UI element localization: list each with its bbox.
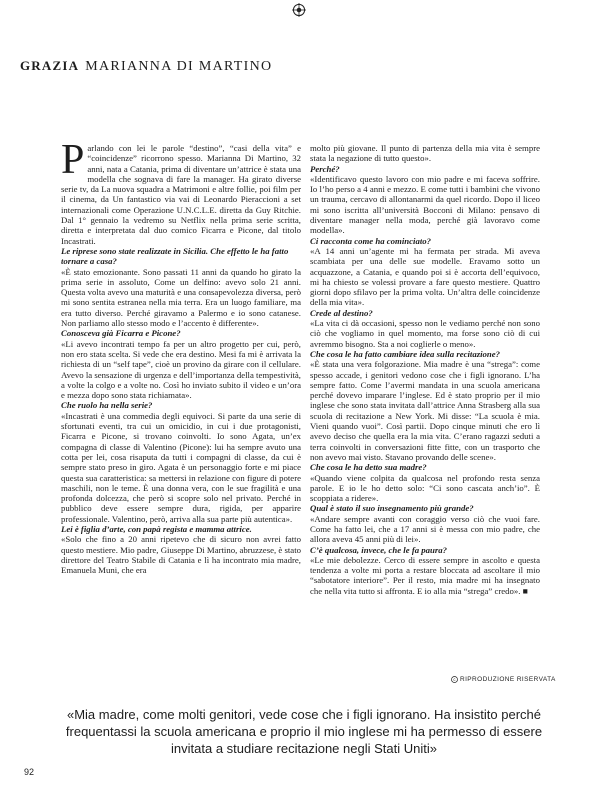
interview-question: Che cosa le ha fatto cambiare idea sulla recitazione? [310, 348, 501, 359]
credit-text: RIPRODUZIONE RISERVATA [460, 676, 556, 683]
body-paragraph: «La vita ci dà occasioni, spesso non le vediamo perché non sono ciò che vogliamo in quel momento, ma forse sono ciò di cui avremmo bisogno. Sta a noi coglierle o meno». [310, 318, 540, 349]
interview-question: Lei è figlia d’arte, con papà regista e mamma attrice. [61, 523, 252, 534]
article-column-right [310, 143, 540, 596]
interview-question: Ci racconta come ha cominciato? [310, 235, 432, 246]
article-header [20, 58, 272, 75]
drop-cap: P [61, 137, 85, 183]
interview-question: Che ruolo ha nella serie? [61, 400, 153, 411]
interview-question: Qual è stato il suo insegnamento più grande? [310, 503, 474, 514]
interview-question: Le riprese sono state realizzate in Sicilia. Che effetto le ha fatto tornare a casa? [61, 245, 289, 267]
interview-question: Che cosa le ha detto sua madre? [310, 462, 427, 473]
body-paragraph: «Li avevo incontrati tempo fa per un altro progetto per cui, però, non ero stata scelta. Si vede che era destino. Mesi fa mi è arrivata la richiesta di un “self tape”, cioè un provino da girare con il cellulare. Avevo la sensazione di urgenza e dell’importanza della tempestività, a volte la colgo e a volte no. Così ho inviato subito il video e un’ora e mezza dopo sono stata richiamata». [61, 338, 301, 401]
body-paragraph: «È stato emozionante. Sono passati 11 anni da quando ho girato la prima serie in assoluto, Come un delfino: avevo solo 21 anni. Questa volta avevo una maturità e una consapevolezza diversa, però mi sono sentita estranea nella mia terra. Era un luogo familiare, ma era tutto diverso. Perché giravamo a Palermo e io sono catanese. Non parliamo allo stesso modo e l’accento è differente». [61, 266, 301, 329]
article-subject: MARIANNA DI MARTINO [85, 59, 273, 74]
body-paragraph: «Le mie debolezze. Cerco di essere sempre in ascolto e questa tendenza a volte mi porta a restare bloccata ad ascoltare il mio “sabotatore interiore”. Per il resto, mia madre mi ha insegnato che nella vita tutto si affronta. E io alla mia “strega” credo». ■ [310, 554, 540, 596]
body-paragraph: «È stata una vera folgorazione. Mia madre è una “strega”: come spesso accade, i genitori vedono cose che i figli ignorano. L’ha sempre fatto. Come l’avermi mandata in una scuola americana perché dovevo imparare l’inglese. Ed è stato proprio per il mio inglese che sono stata invitata dall’attrice Anna Strasberg alla sua scuola di recitazione a New York. Mi disse: “La scuola è mia. Vieni quando vuoi”. Così partii. Dopo cinque minuti che ero lì avevo deciso che quella era la mia vita. C’erano ragazzi seduti a terra coinvolti in conversazioni fitte fitte, con un trasporto che non avevo mai visto. Stavano provando delle scene». [310, 359, 540, 462]
interview-question: Conosceva già Ficarra e Picone? [61, 328, 181, 339]
interview-question: C’è qualcosa, invece, che le fa paura? [310, 544, 448, 555]
body-paragraph: «Andare sempre avanti con coraggio verso ciò che vuoi fare. Come ha fatto lei, che a 17 anni si è messa con mio padre, che allora aveva 45 anni più di lei». [310, 513, 540, 545]
body-paragraph: «Identificavo questo lavoro con mio padre e mi faceva soffrire. Io l’ho perso a 4 anni e mezzo. E come tutti i bambini che vivono un trauma, cercavo di allontanarmi da quel ricordo. Dopo il liceo mi sono iscritta all’università Bocconi di Milano: pensavo di diventare manager nella moda, perché già lavoravo come modella». [310, 173, 540, 236]
page-number: 92 [24, 767, 35, 777]
registration-mark-icon [292, 3, 306, 17]
article-column-left [61, 137, 301, 576]
magazine-brand: GRAZIA [20, 58, 80, 73]
body-paragraph: «A 14 anni un’agente mi ha fermata per strada. Mi aveva scambiata per una delle sue modelle. Eravamo sotto un acquazzone, a Catania, e quando poi si è accorta dell’equivoco, mi ha chiesto se volessi provare a fare questo mestiere. Quattro giorni dopo sfilavo per la prima volta. Un’altra delle coincidenze della mia vita». [310, 245, 540, 308]
body-paragraph: «Incastrati è una commedia degli equivoci. Si parte da una serie di sfortunati eventi, tra cui un omicidio, in cui i due protagonisti, Ficarra e Picone, si trovano coinvolti. Io sono Agata, un’ex compagna di classe di Valentino (Picone): lui ha sempre avuto una cotta per lei, cosa risaputa da tutti i compagni di classe, da cui è sempre stato preso in giro. Agata è un personaggio forte e mi piace questa sua caratteristica: sa mettersi in relazione con figure di potere maschili, non le teme. È una donna vera, con le sue fragilità e una profonda dolcezza, che però si scopre solo nel privato. Perché in pubblico deve essere sempre dura, rigida, per apparire professionale. Valentino, però, arriva alla sua parte più autentica». [61, 410, 301, 524]
interview-question: Perché? [310, 163, 340, 174]
copyright-credit [451, 676, 556, 683]
copyright-icon [451, 676, 458, 683]
body-paragraph: «Solo che fino a 20 anni ripetevo che di sicuro non avrei fatto questo mestiere. Mio padre, Giuseppe Di Martino, abruzzese, è stato direttore del Teatro Stabile di Catania e lì ha incontrato mia madre, Emanuela Muni, che era [61, 534, 301, 576]
body-paragraph: «Quando viene colpita da qualcosa nel profondo resta senza parole. E io le ho detto solo: “Ci sono cascata anch’io”. È scoppiata a ridere». [310, 472, 540, 504]
interview-question: Crede al destino? [310, 307, 373, 318]
body-paragraph: molto più giovane. Il punto di partenza della mia vita è sempre stata la negazione di tutto questo». [310, 143, 540, 164]
body-paragraph: Parlando con lei le parole “destino”, “casi della vita” e “coincidenze” ricorrono spesso. Marianna Di Martino, 32 anni, nata a Catania, prima di diventare un’attrice è stata una modella che sognava di fare la manager. Ha girato diverse serie tv, da La nuova squadra a Matrimoni e altre follie, poi film per il cinema, da Un fantastico via vai di Leonardo Pieraccioni a set internazionali come Operazione U.N.C.L.E. diretta da Guy Ritchie. Dal 1° gennaio la vedremo su Netflix nella prima serie scritta, diretta e interpretata dal duo comico Ficarra e Picone, dal titolo Incastrati. [61, 137, 301, 246]
pull-quote: «Mia madre, come molti genitori, vede cose che i figli ignorano. Ha insistito perché frequentassi la scuola americana e proprio il mio inglese mi ha permesso di essere invitata a studiare recitazione negli Stati Uniti» [65, 707, 543, 756]
svg-text:c: c [453, 677, 456, 683]
